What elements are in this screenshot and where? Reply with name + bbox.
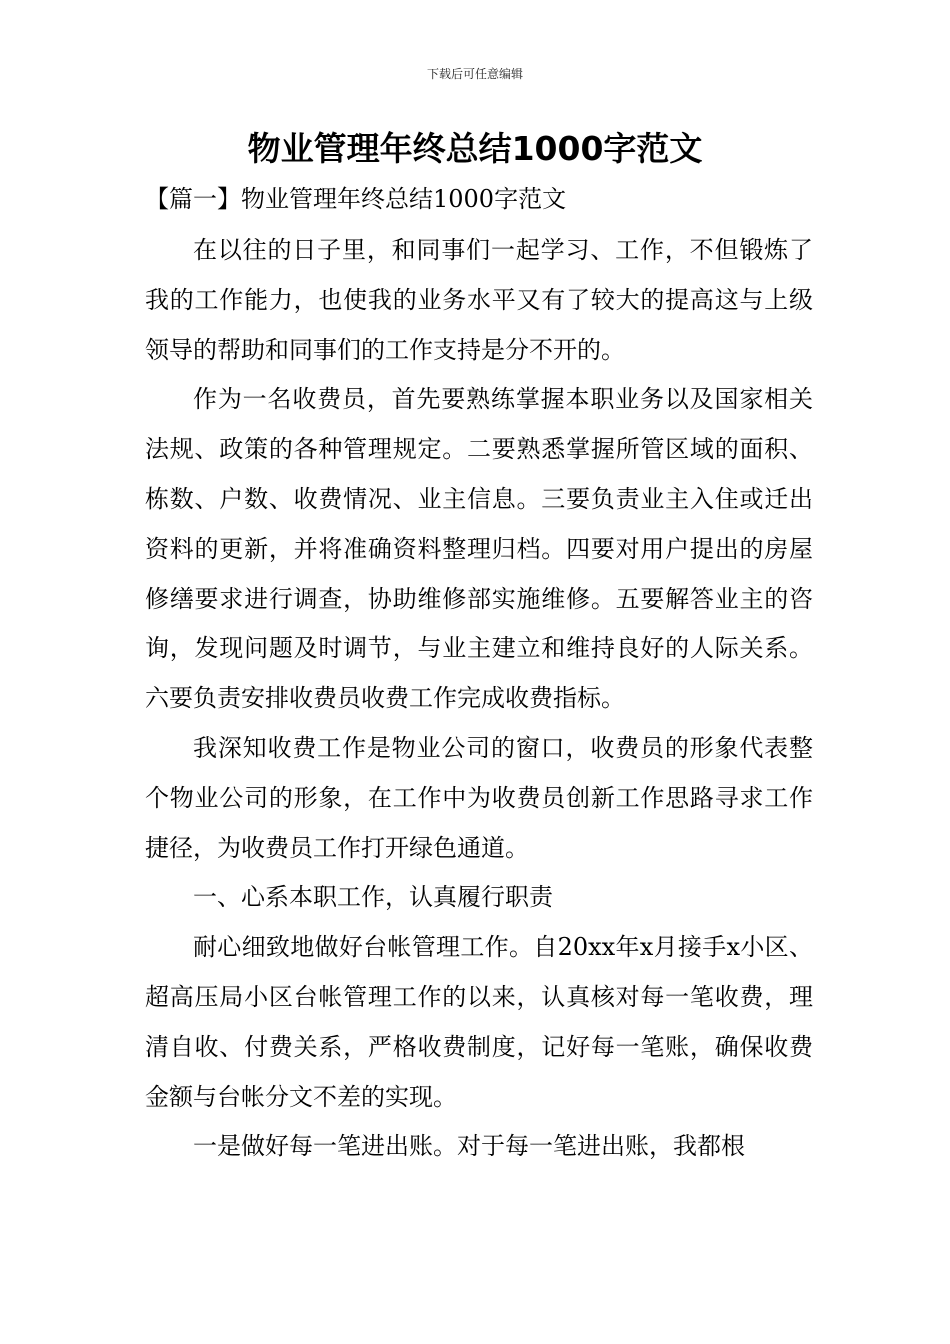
paragraph: 耐心细致地做好台帐管理工作。自20xx年x月接手x小区、超高压局小区台帐管理工作的以来，认真核对每一笔收费，理清自收、付费关系，严格收费制度，记好每一笔账，确保收费金额与台帐分文不差的实现。 <box>145 933 813 1111</box>
subsection-heading: 一、心系本职工作，认真履行职责 <box>193 883 553 912</box>
paragraph: 在以往的日子里，和同事们一起学习、工作，不但锻炼了我的工作能力，也使我的业务水平又有了较大的提高这与上级领导的帮助和同事们的工作支持是分不开的。 <box>145 236 813 364</box>
paragraph: 我深知收费工作是物业公司的窗口，收费员的形象代表整个物业公司的形象，在工作中为收费员创新工作思路寻求工作捷径，为收费员工作打开绿色通道。 <box>145 733 813 862</box>
header-note: 下载后可任意编辑 <box>426 67 523 81</box>
document-title: 物业管理年终总结1000字范文 <box>247 129 703 168</box>
paragraph: 作为一名收费员，首先要熟练掌握本职业务以及国家相关法规、政策的各种管理规定。二要熟悉掌握所管区域的面积、栋数、户数、收费情况、业主信息。三要负责业主入住或迁出资料的更新，并将准确资料整理归档。四要对用户提出的房屋修缮要求进行调查，协助维修部实施维修。五要解答业主的咨询，发现问题及时调节，与业主建立和维持良好的人际关系。六要负责安排收费员收费工作完成收费指标。 <box>145 385 813 713</box>
section-heading: 【篇一】物业管理年终总结1000字范文 <box>145 185 567 213</box>
paragraph: 一是做好每一笔进出账。对于每一笔进出账，我都根 <box>193 1132 745 1161</box>
document-body <box>145 226 813 1172</box>
